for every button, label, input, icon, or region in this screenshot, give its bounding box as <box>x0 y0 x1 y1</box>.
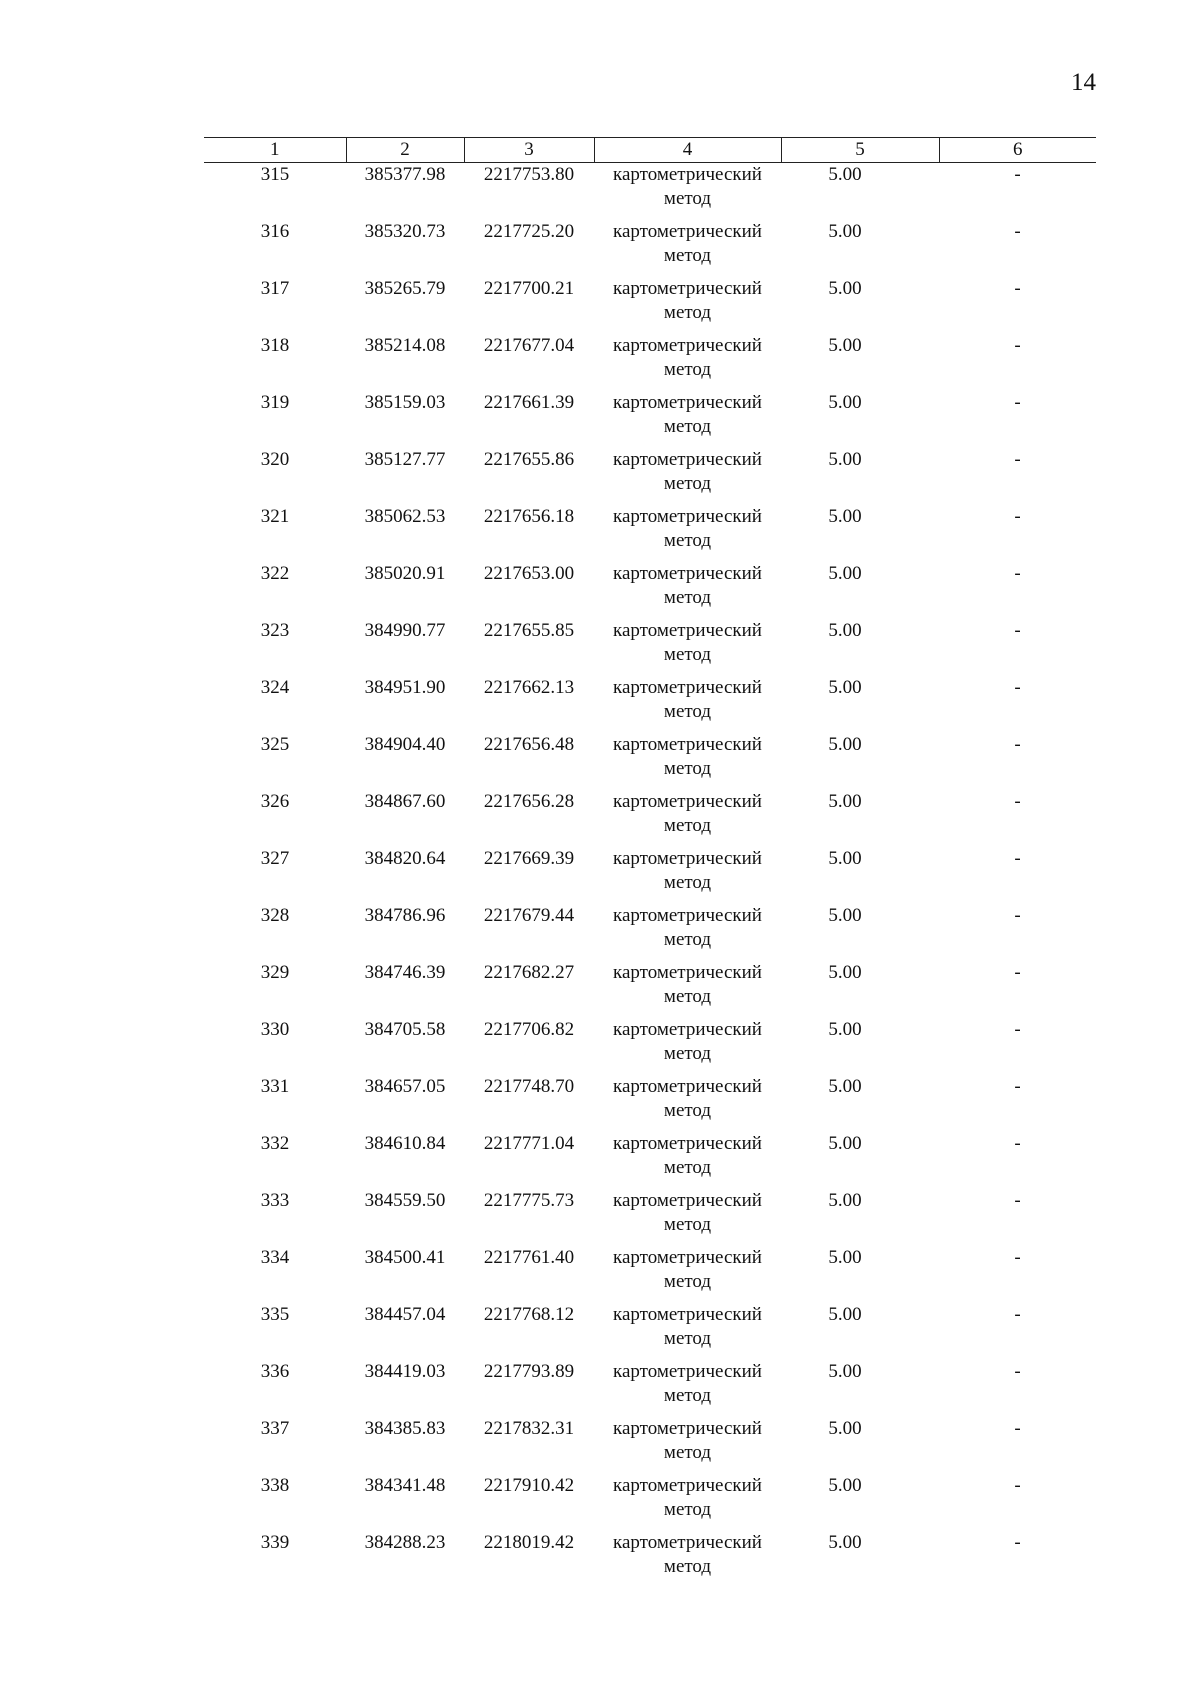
accuracy-cell: 5.00 <box>828 620 862 641</box>
method-line-2: метод <box>663 416 712 437</box>
method-line-2: метод <box>663 758 712 779</box>
table-row <box>204 334 1096 391</box>
method-cell <box>594 847 781 904</box>
y-coordinate-cell: 2217656.28 <box>483 791 575 812</box>
table-row <box>204 1417 1096 1474</box>
description-cell: - <box>1014 1304 1021 1325</box>
y-coordinate-cell: 2217682.27 <box>483 962 575 983</box>
coordinates-table <box>204 137 1096 1588</box>
method-cell <box>594 676 781 733</box>
description-cell: - <box>1014 1532 1021 1553</box>
method-cell <box>594 220 781 277</box>
description-cell: - <box>1014 962 1021 983</box>
accuracy-cell: 5.00 <box>828 1532 862 1553</box>
method-line-2: метод <box>663 188 712 209</box>
y-coordinate-cell: 2217793.89 <box>483 1361 575 1382</box>
method-line-2: метод <box>663 359 712 380</box>
point-number-cell: 328 <box>260 905 290 926</box>
method-line-2: метод <box>663 644 712 665</box>
accuracy-cell: 5.00 <box>828 1247 862 1268</box>
method-cell <box>594 1360 781 1417</box>
y-coordinate-cell: 2217768.12 <box>483 1304 575 1325</box>
table-row <box>204 562 1096 619</box>
method-line-1: картометрический <box>613 1532 762 1553</box>
point-number-cell: 326 <box>260 791 290 812</box>
point-number-cell: 327 <box>260 848 290 869</box>
point-number-cell: 336 <box>260 1361 290 1382</box>
method-line-1: картометрический <box>613 278 762 299</box>
table-row <box>204 676 1096 733</box>
method-line-1: картометрический <box>613 962 762 983</box>
x-coordinate-cell: 384385.83 <box>364 1418 446 1439</box>
method-line-2: метод <box>663 1271 712 1292</box>
x-coordinate-cell: 384904.40 <box>364 734 446 755</box>
y-coordinate-cell: 2217655.86 <box>483 449 575 470</box>
accuracy-cell: 5.00 <box>828 905 862 926</box>
accuracy-cell: 5.00 <box>828 1304 862 1325</box>
description-cell: - <box>1014 1361 1021 1382</box>
method-line-2: метод <box>663 929 712 950</box>
x-coordinate-cell: 384820.64 <box>364 848 446 869</box>
point-number-cell: 319 <box>260 392 290 413</box>
description-cell: - <box>1014 1019 1021 1040</box>
method-line-1: картометрический <box>613 449 762 470</box>
table-row <box>204 733 1096 790</box>
point-number-cell: 334 <box>260 1247 290 1268</box>
header-row <box>204 138 1096 163</box>
point-number-cell: 330 <box>260 1019 290 1040</box>
description-cell: - <box>1014 221 1021 242</box>
y-coordinate-cell: 2217655.85 <box>483 620 575 641</box>
method-cell <box>594 904 781 961</box>
method-line-1: картометрический <box>613 791 762 812</box>
y-coordinate-cell: 2217679.44 <box>483 905 575 926</box>
description-cell: - <box>1014 278 1021 299</box>
method-cell <box>594 1474 781 1531</box>
method-cell <box>594 505 781 562</box>
point-number-cell: 324 <box>260 677 290 698</box>
table-row <box>204 1360 1096 1417</box>
x-coordinate-cell: 385377.98 <box>364 164 446 185</box>
column-header-5: 5 <box>781 138 939 163</box>
coordinates-table-container <box>204 137 1096 1588</box>
table-header <box>204 138 1096 163</box>
x-coordinate-cell: 384610.84 <box>364 1133 446 1154</box>
accuracy-cell: 5.00 <box>828 791 862 812</box>
method-line-1: картометрический <box>613 734 762 755</box>
accuracy-cell: 5.00 <box>828 734 862 755</box>
x-coordinate-cell: 385127.77 <box>364 449 446 470</box>
x-coordinate-cell: 385265.79 <box>364 278 446 299</box>
table-row <box>204 961 1096 1018</box>
method-cell <box>594 277 781 334</box>
table-row <box>204 1303 1096 1360</box>
method-line-1: картометрический <box>613 1475 762 1496</box>
accuracy-cell: 5.00 <box>828 677 862 698</box>
point-number-cell: 335 <box>260 1304 290 1325</box>
method-line-1: картометрический <box>613 1247 762 1268</box>
table-row <box>204 619 1096 676</box>
description-cell: - <box>1014 506 1021 527</box>
table-row <box>204 391 1096 448</box>
table-row <box>204 1132 1096 1189</box>
accuracy-cell: 5.00 <box>828 848 862 869</box>
method-cell <box>594 163 781 221</box>
point-number-cell: 325 <box>260 734 290 755</box>
description-cell: - <box>1014 1418 1021 1439</box>
method-cell <box>594 961 781 1018</box>
method-line-2: метод <box>663 815 712 836</box>
y-coordinate-cell: 2217706.82 <box>483 1019 575 1040</box>
accuracy-cell: 5.00 <box>828 1076 862 1097</box>
method-cell <box>594 619 781 676</box>
method-line-2: метод <box>663 530 712 551</box>
point-number-cell: 331 <box>260 1076 290 1097</box>
y-coordinate-cell: 2217725.20 <box>483 221 575 242</box>
description-cell: - <box>1014 677 1021 698</box>
y-coordinate-cell: 2217669.39 <box>483 848 575 869</box>
method-line-1: картометрический <box>613 1304 762 1325</box>
method-line-1: картометрический <box>613 1190 762 1211</box>
y-coordinate-cell: 2217761.40 <box>483 1247 575 1268</box>
x-coordinate-cell: 385214.08 <box>364 335 446 356</box>
point-number-cell: 317 <box>260 278 290 299</box>
page-number: 14 <box>1071 69 1096 96</box>
x-coordinate-cell: 384657.05 <box>364 1076 446 1097</box>
x-coordinate-cell: 385062.53 <box>364 506 446 527</box>
y-coordinate-cell: 2217656.18 <box>483 506 575 527</box>
description-cell: - <box>1014 620 1021 641</box>
method-line-1: картометрический <box>613 1076 762 1097</box>
x-coordinate-cell: 384786.96 <box>364 905 446 926</box>
table-row <box>204 904 1096 961</box>
table-row <box>204 505 1096 562</box>
description-cell: - <box>1014 449 1021 470</box>
y-coordinate-cell: 2217753.80 <box>483 164 575 185</box>
accuracy-cell: 5.00 <box>828 962 862 983</box>
table-row <box>204 1075 1096 1132</box>
method-line-2: метод <box>663 1442 712 1463</box>
table-row <box>204 790 1096 847</box>
point-number-cell: 323 <box>260 620 290 641</box>
method-line-2: метод <box>663 1157 712 1178</box>
method-line-2: метод <box>663 1043 712 1064</box>
accuracy-cell: 5.00 <box>828 1418 862 1439</box>
method-line-2: метод <box>663 302 712 323</box>
y-coordinate-cell: 2217775.73 <box>483 1190 575 1211</box>
y-coordinate-cell: 2217910.42 <box>483 1475 575 1496</box>
y-coordinate-cell: 2217771.04 <box>483 1133 575 1154</box>
method-cell <box>594 1417 781 1474</box>
table-row <box>204 1189 1096 1246</box>
method-line-1: картометрический <box>613 392 762 413</box>
table-row <box>204 220 1096 277</box>
method-cell <box>594 391 781 448</box>
table-row <box>204 163 1096 221</box>
column-header-6: 6 <box>939 138 1096 163</box>
point-number-cell: 332 <box>260 1133 290 1154</box>
method-cell <box>594 562 781 619</box>
method-line-1: картометрический <box>613 221 762 242</box>
y-coordinate-cell: 2217653.00 <box>483 563 575 584</box>
method-line-1: картометрический <box>613 1361 762 1382</box>
method-line-1: картометрический <box>613 506 762 527</box>
accuracy-cell: 5.00 <box>828 278 862 299</box>
method-cell <box>594 1189 781 1246</box>
table-row <box>204 448 1096 505</box>
x-coordinate-cell: 384341.48 <box>364 1475 446 1496</box>
description-cell: - <box>1014 392 1021 413</box>
point-number-cell: 337 <box>260 1418 290 1439</box>
method-line-2: метод <box>663 1214 712 1235</box>
description-cell: - <box>1014 791 1021 812</box>
method-line-2: метод <box>663 1100 712 1121</box>
method-line-1: картометрический <box>613 905 762 926</box>
accuracy-cell: 5.00 <box>828 164 862 185</box>
accuracy-cell: 5.00 <box>828 221 862 242</box>
method-cell <box>594 733 781 790</box>
method-cell <box>594 448 781 505</box>
accuracy-cell: 5.00 <box>828 335 862 356</box>
x-coordinate-cell: 384419.03 <box>364 1361 446 1382</box>
point-number-cell: 322 <box>260 563 290 584</box>
column-header-1: 1 <box>204 138 346 163</box>
method-cell <box>594 1531 781 1588</box>
method-line-2: метод <box>663 872 712 893</box>
column-header-3: 3 <box>464 138 594 163</box>
accuracy-cell: 5.00 <box>828 1133 862 1154</box>
point-number-cell: 318 <box>260 335 290 356</box>
point-number-cell: 320 <box>260 449 290 470</box>
method-line-1: картометрический <box>613 1133 762 1154</box>
accuracy-cell: 5.00 <box>828 1361 862 1382</box>
description-cell: - <box>1014 1076 1021 1097</box>
x-coordinate-cell: 384990.77 <box>364 620 446 641</box>
method-cell <box>594 790 781 847</box>
point-number-cell: 316 <box>260 221 290 242</box>
method-line-2: метод <box>663 1499 712 1520</box>
column-header-4: 4 <box>594 138 781 163</box>
method-line-2: метод <box>663 986 712 1007</box>
description-cell: - <box>1014 1133 1021 1154</box>
point-number-cell: 315 <box>260 164 290 185</box>
method-line-1: картометрический <box>613 1418 762 1439</box>
description-cell: - <box>1014 905 1021 926</box>
point-number-cell: 329 <box>260 962 290 983</box>
accuracy-cell: 5.00 <box>828 449 862 470</box>
description-cell: - <box>1014 164 1021 185</box>
description-cell: - <box>1014 1247 1021 1268</box>
y-coordinate-cell: 2217677.04 <box>483 335 575 356</box>
method-cell <box>594 1132 781 1189</box>
method-cell <box>594 1075 781 1132</box>
method-cell <box>594 334 781 391</box>
method-cell <box>594 1303 781 1360</box>
point-number-cell: 321 <box>260 506 290 527</box>
method-cell <box>594 1018 781 1075</box>
point-number-cell: 339 <box>260 1532 290 1553</box>
accuracy-cell: 5.00 <box>828 1475 862 1496</box>
accuracy-cell: 5.00 <box>828 1190 862 1211</box>
x-coordinate-cell: 384500.41 <box>364 1247 446 1268</box>
x-coordinate-cell: 384746.39 <box>364 962 446 983</box>
method-line-1: картометрический <box>613 563 762 584</box>
x-coordinate-cell: 384559.50 <box>364 1190 446 1211</box>
method-line-1: картометрический <box>613 848 762 869</box>
description-cell: - <box>1014 1475 1021 1496</box>
y-coordinate-cell: 2217700.21 <box>483 278 575 299</box>
method-line-1: картометрический <box>613 164 762 185</box>
description-cell: - <box>1014 563 1021 584</box>
method-line-2: метод <box>663 245 712 266</box>
method-line-2: метод <box>663 473 712 494</box>
table-row <box>204 277 1096 334</box>
table-row <box>204 1246 1096 1303</box>
x-coordinate-cell: 384867.60 <box>364 791 446 812</box>
method-line-1: картометрический <box>613 1019 762 1040</box>
method-line-2: метод <box>663 701 712 722</box>
method-line-2: метод <box>663 587 712 608</box>
table-row <box>204 1018 1096 1075</box>
method-cell <box>594 1246 781 1303</box>
column-header-2: 2 <box>346 138 464 163</box>
table-body <box>204 163 1096 1589</box>
method-line-2: метод <box>663 1556 712 1577</box>
x-coordinate-cell: 385020.91 <box>364 563 446 584</box>
description-cell: - <box>1014 734 1021 755</box>
method-line-1: картометрический <box>613 620 762 641</box>
accuracy-cell: 5.00 <box>828 563 862 584</box>
method-line-1: картометрический <box>613 335 762 356</box>
accuracy-cell: 5.00 <box>828 392 862 413</box>
y-coordinate-cell: 2217661.39 <box>483 392 575 413</box>
x-coordinate-cell: 385320.73 <box>364 221 446 242</box>
x-coordinate-cell: 384705.58 <box>364 1019 446 1040</box>
table-row <box>204 1531 1096 1588</box>
y-coordinate-cell: 2217832.31 <box>483 1418 575 1439</box>
x-coordinate-cell: 384288.23 <box>364 1532 446 1553</box>
y-coordinate-cell: 2218019.42 <box>483 1532 575 1553</box>
description-cell: - <box>1014 335 1021 356</box>
accuracy-cell: 5.00 <box>828 506 862 527</box>
y-coordinate-cell: 2217662.13 <box>483 677 575 698</box>
accuracy-cell: 5.00 <box>828 1019 862 1040</box>
x-coordinate-cell: 384951.90 <box>364 677 446 698</box>
point-number-cell: 333 <box>260 1190 290 1211</box>
description-cell: - <box>1014 1190 1021 1211</box>
point-number-cell: 338 <box>260 1475 290 1496</box>
y-coordinate-cell: 2217656.48 <box>483 734 575 755</box>
method-line-2: метод <box>663 1328 712 1349</box>
table-row <box>204 847 1096 904</box>
y-coordinate-cell: 2217748.70 <box>483 1076 575 1097</box>
table-row <box>204 1474 1096 1531</box>
description-cell: - <box>1014 848 1021 869</box>
x-coordinate-cell: 384457.04 <box>364 1304 446 1325</box>
method-line-1: картометрический <box>613 677 762 698</box>
x-coordinate-cell: 385159.03 <box>364 392 446 413</box>
method-line-2: метод <box>663 1385 712 1406</box>
